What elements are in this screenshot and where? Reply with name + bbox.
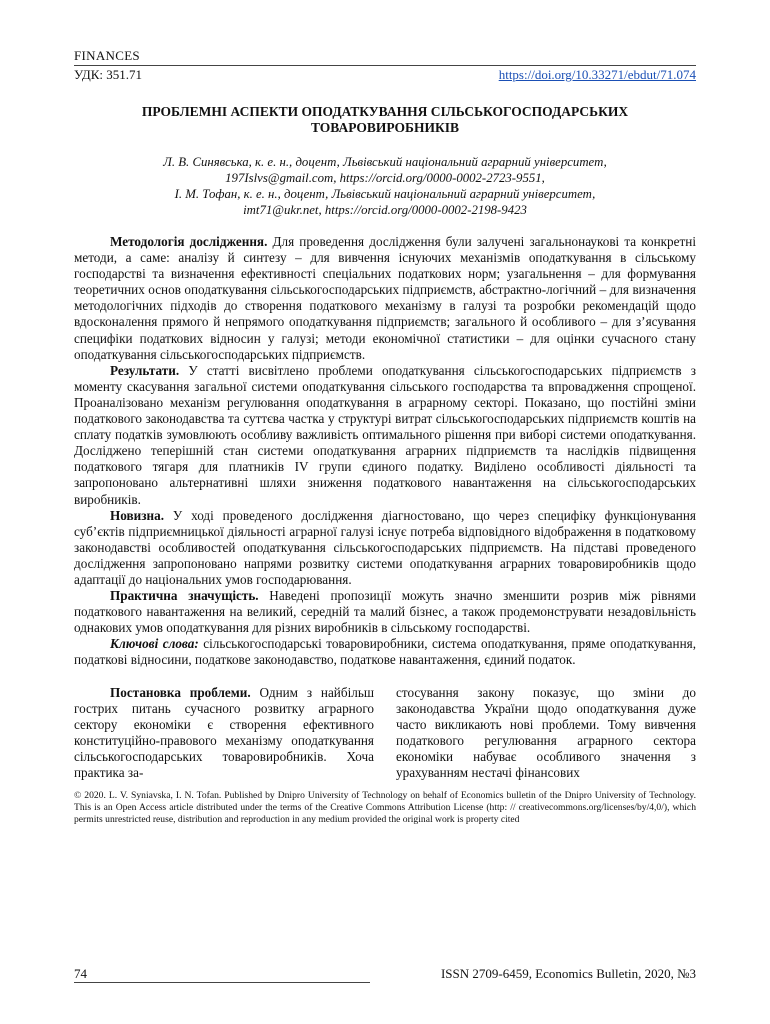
abstract-novelty <box>74 508 696 588</box>
author-line-4[interactable]: imt71@ukr.net, https://orcid.org/0000-0002-2198-9423 <box>243 203 527 217</box>
results-text: У статті висвітлено проблеми оподаткування сільськогосподарських підприємств з моменту скасування загальної системи оподаткування сільського господарства та впровадження спрощеної. Проаналізовано механізм регулювання оподаткування в аграрному секторі. Показано, що постійні зміни податкового законодавства та суттєва частка у структурі витрат сільськогосподарських підприємств коштів на сплату податків зумовлюють особливу важливість оптимального рішення при виборі системи оподаткування. Досліджено теперішній стан системи оподаткування аграрних підприємств та наслідків підвищення податкового тягаря для платників IV групи єдиного податку. Виділено особливості діяльності та запропоновано альтернативні шляхи зниження податкового навантаження на сільськогосподарських виробників. <box>74 362 696 507</box>
author-line-1: Л. В. Синявська, к. е. н., доцент, Львівський національний аграрний університет, <box>163 155 607 169</box>
problem-text: Одним з найбільш гострих питань сучасного розвитку аграрного сектору економіки є створення ефективного конституційно-правового механізму оподаткування сільськогосподарських товаровиробників. Хоча практика за- <box>74 684 374 780</box>
abstract-practical <box>74 588 696 636</box>
practical-label: Практична значущість. <box>110 588 259 604</box>
problem-label: Постановка проблеми. <box>110 684 251 700</box>
article-title <box>74 104 696 136</box>
keywords-label: Ключові слова: <box>110 636 199 652</box>
author-line-3: І. М. Тофан, к. е. н., доцент, Львівський національний аграрний університет, <box>174 187 596 201</box>
keywords-text: сільськогосподарські товаровиробники, система оподаткування, пряме оподаткування, податкові відносини, податкове законодавство, податкове навантаження, єдиний податок. <box>74 636 696 668</box>
license-notice: © 2020. L. V. Syniavska, I. N. Tofan. Published by Dnipro University of Technology on behalf of Economics bulletin of the Dnipro University of Technology. This is an Open Access article distributed under the terms of the Creative Commons Attribution License (http: // creativecommons.org/licenses/by/4,0/), which permits unrestricted reuse, distribution and reproduction in any medium provided the original work is property cited <box>74 790 696 826</box>
abstract-methodology <box>74 234 696 363</box>
left-column <box>74 685 374 782</box>
abstract <box>74 234 696 669</box>
right-column-text: стосування закону показує, що зміни до законодавства України щодо оподаткування дуже часто викликають нові проблеми. Тому вивчення податкового регулювання аграрного сектора економіки набуває особливого значення з урахуванням нестачі фінансових <box>396 684 696 780</box>
section-label: FINANCES <box>74 48 140 63</box>
right-column <box>396 685 696 782</box>
header-rule <box>74 65 696 66</box>
methodology-label: Методологія дослідження. <box>110 234 268 249</box>
problem-statement <box>74 685 374 782</box>
udc-code: УДК: 351.71 <box>74 67 143 82</box>
body-columns <box>74 685 696 782</box>
author-line-2[interactable]: 197Islvs@gmail.com, https://orcid.org/0000-0002-2723-9551, <box>225 171 545 185</box>
article-page <box>74 48 696 826</box>
header-row <box>74 67 696 83</box>
novelty-label: Новизна. <box>110 507 165 523</box>
methodology-text: Для проведення дослідження були залучені загальнонаукові та конкретні методи, а саме: аналізу й синтезу – для вивчення існуючих механізмів оподаткування в сільському господарстві та визначення ефективності спеціальних податкових норм; узагальнення – для формування теоретичних основ оподаткування сільськогосподарських підприємств, абстрактно-логічний – для визначення методологічних підходів до створення податкового механізму в галузі та розробки рекомендацій щодо вдосконалення прямого й непрямого оподаткування підприємств; загального й особливого – для з’ясування специфіки податкових відносин у галузі; методи економічної статистики – для оцінки сучасного стану оподаткування сільськогосподарських підприємств. <box>74 234 696 362</box>
page-footer <box>74 966 696 983</box>
authors-block <box>74 154 696 218</box>
title-line-1: ПРОБЛЕМНІ АСПЕКТИ ОПОДАТКУВАННЯ СІЛЬСЬКОГОСПОДАРСЬКИХ <box>141 104 629 119</box>
results-label: Результати. <box>110 362 180 378</box>
page-number: 74 <box>74 966 370 983</box>
abstract-keywords <box>74 636 696 668</box>
practical-text: Наведені пропозиції можуть значно зменшити розрив між рівнями податкового навантаження на великий, середній та малий бізнес, а також продемонструвати незадовільність однакових умов оподаткування для різних виробників в сільському господарстві. <box>74 588 696 636</box>
journal-info: ISSN 2709-6459, Economics Bulletin, 2020, №3 <box>440 966 696 981</box>
doi-link[interactable]: https://doi.org/10.33271/ebdut/71.074 <box>498 67 696 82</box>
title-line-2: ТОВАРОВИРОБНИКІВ <box>310 120 460 135</box>
abstract-results <box>74 363 696 508</box>
novelty-text: У ході проведеного дослідження діагностовано, що через специфіку функціонування суб’єктів підприємницької діяльності аграрної галузі існує потреба відповідного відображення в податковому законодавстві особливостей оподаткування сільськогосподарських підприємств. На підставі проведеного дослідження запропоновано напрями розвитку системи оподаткування аграрних товаровиробників щодо адаптації до національних умов господарювання. <box>74 507 696 587</box>
